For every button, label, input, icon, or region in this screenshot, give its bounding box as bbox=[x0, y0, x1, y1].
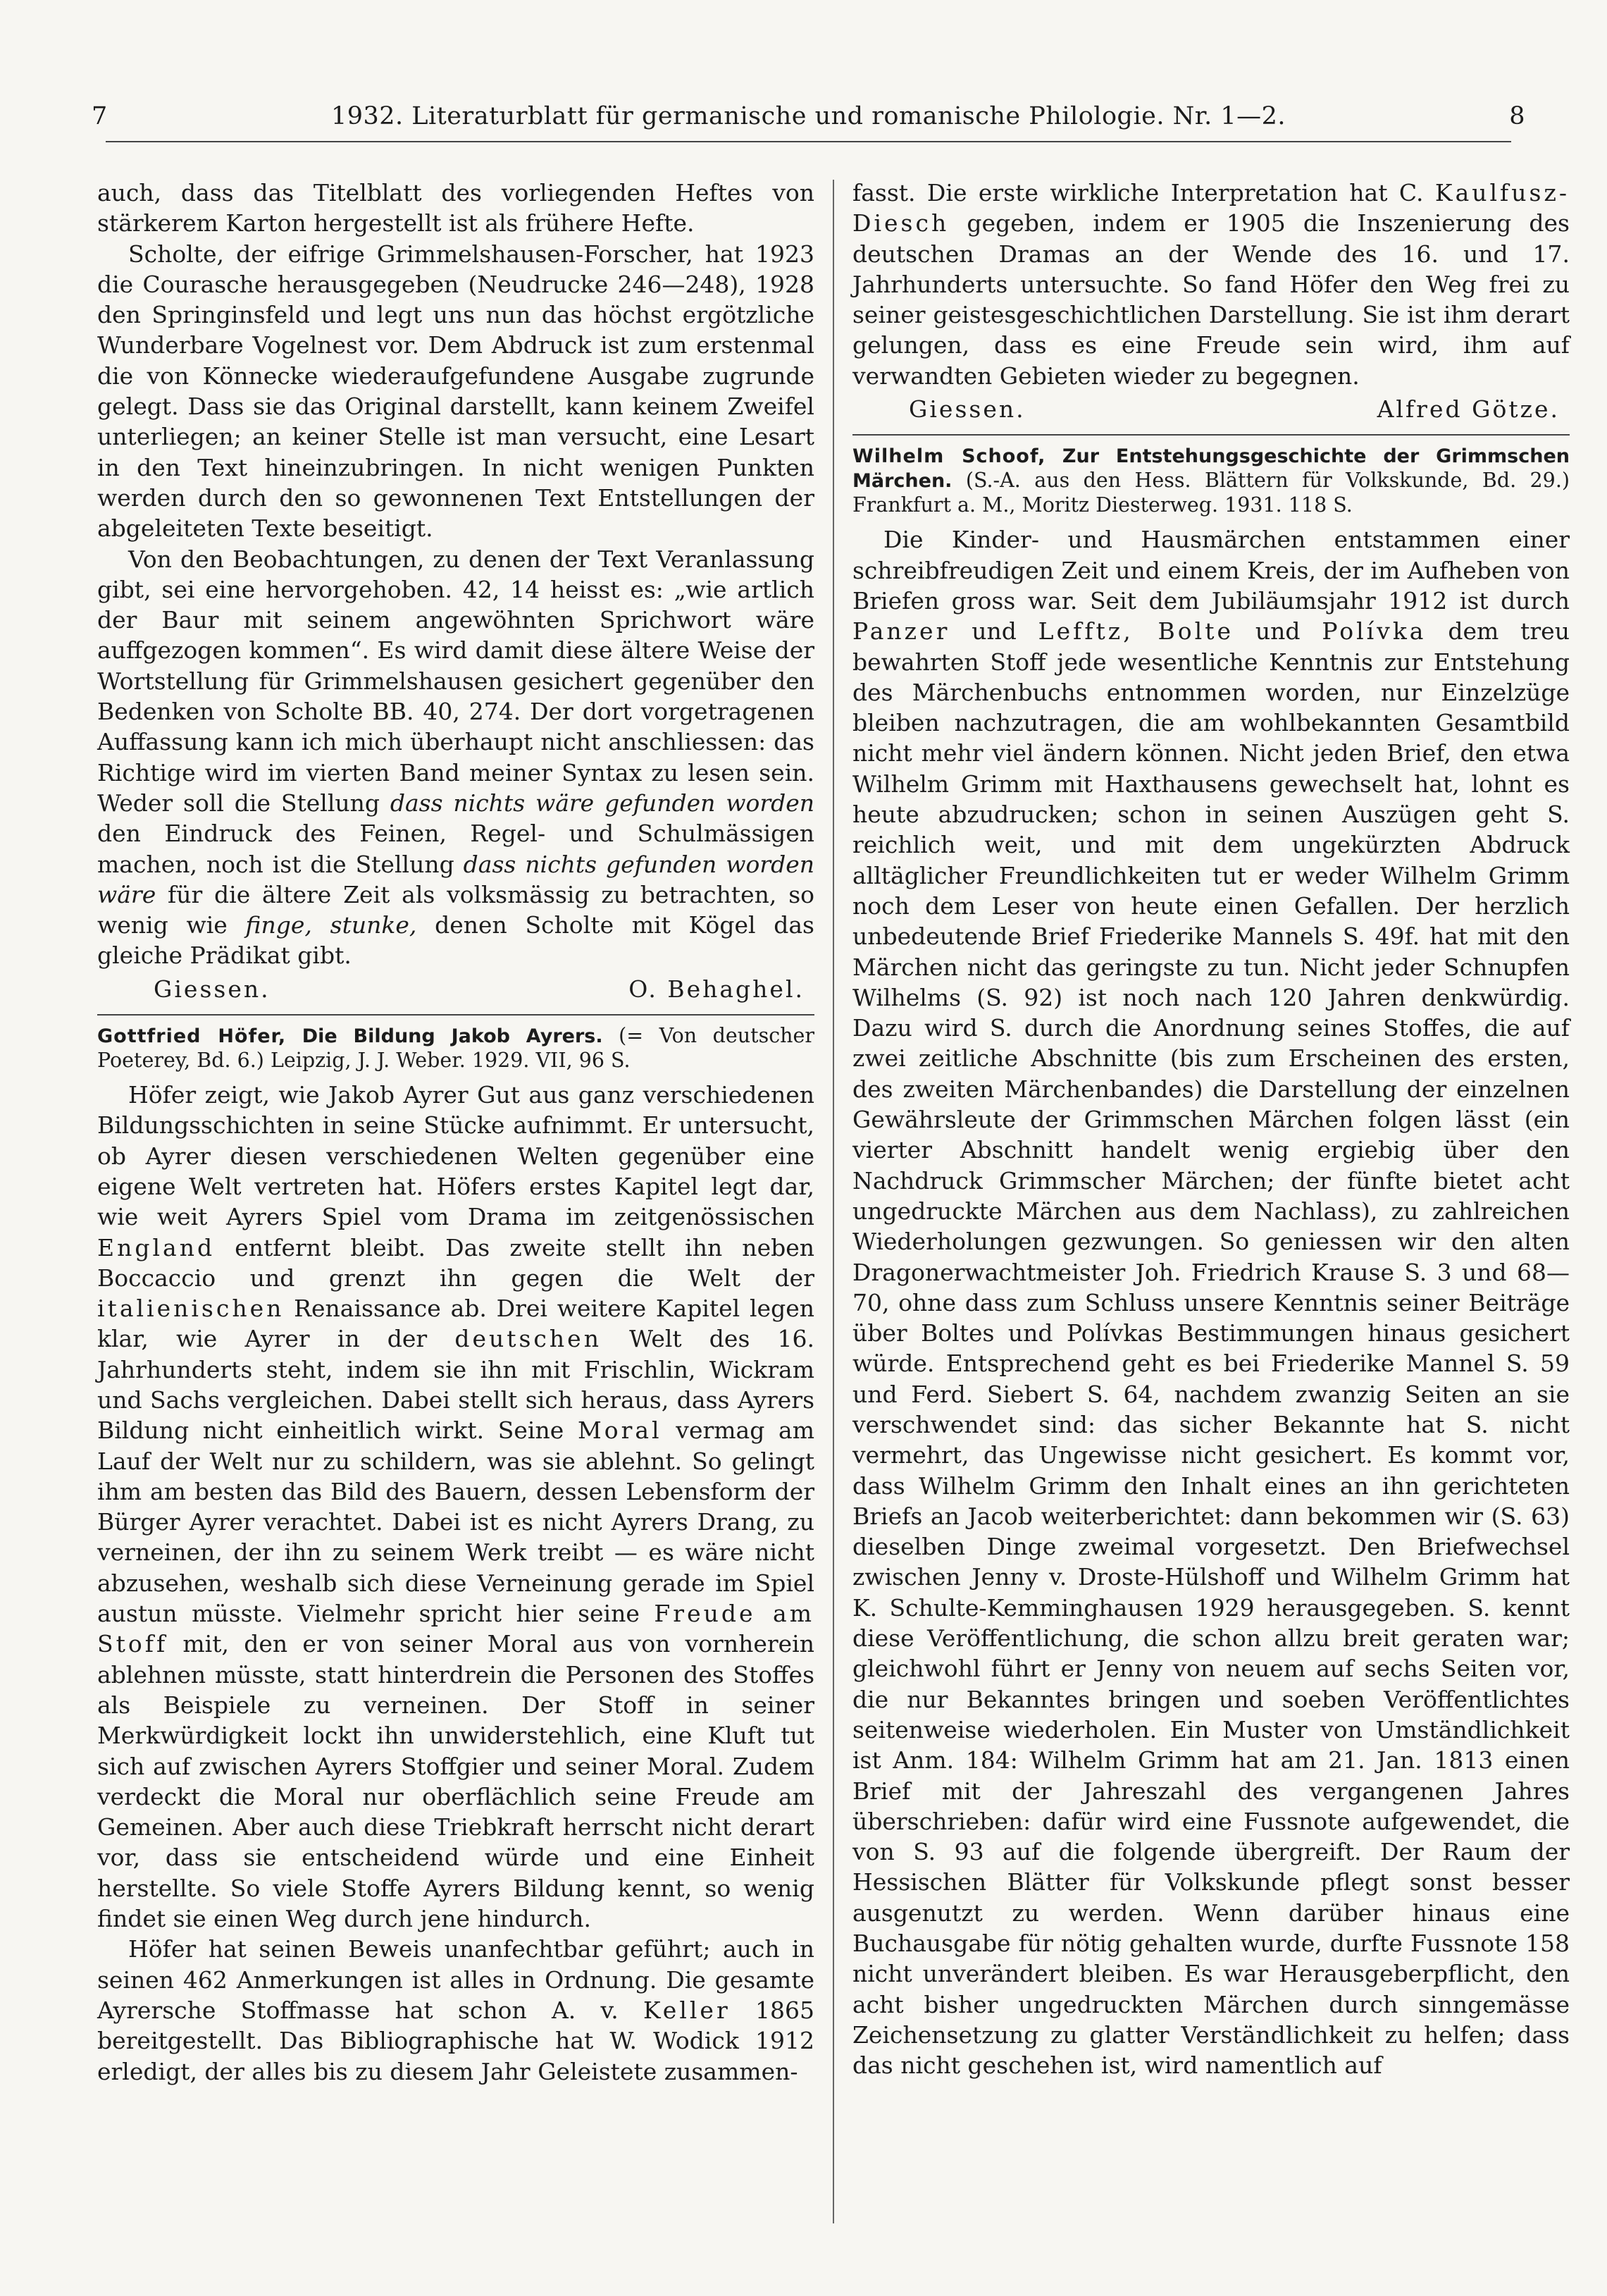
section-rule bbox=[97, 1014, 814, 1016]
entry-title: Zur Entstehungsgeschichte der Grimmschen Märchen. bbox=[852, 445, 1570, 493]
left-column bbox=[97, 178, 814, 2087]
bibliographic-entry bbox=[852, 444, 1570, 517]
paragraph: Höfer hat seinen Beweis unanfechtbar geführt; auch in seinen 462 Anmerkungen ist alles in Ordnung. Die gesamte Ayrersche Stoffmasse hat schon A. v. Keller 1865 bereitgestellt. Das Bibliographische hat W. Wodick 1912 erledigt, der alles bis zu diesem Jahr Geleistete zusammen- bbox=[97, 1935, 814, 2085]
signature-name: O. Behaghel. bbox=[628, 975, 805, 1003]
italic-quote: dass nichts wäre gefunden worden bbox=[390, 789, 814, 817]
section-rule bbox=[852, 434, 1570, 436]
entry-title: Die Bildung Jakob Ayrers. bbox=[302, 1025, 603, 1048]
paragraph: Scholte, der eifrige Grimmelshausen-Forscher, hat 1923 die Couraschе herausgegeben (Neudrucke 246—248), 1928 den Springinsfeld und legt uns nun das höchst ergötzliche Wunderbare Vogelnest vor. Dem Abdruck ist zum erstenmal die von Könnecke wiederaufgefundene Ausgabe zugrunde gelegt. Dass sie das Original darstellt, kann keinem Zweifel unterliegen; an keiner Stelle ist man versucht, eine Lesart in den Text hineinzubringen. In nicht wenigen Punkten werden durch den so gewonnenen Text Entstellungen der abgeleiteten Texte beseitigt. bbox=[97, 240, 814, 543]
paragraph: fasst. Die erste wirkliche Interpretation hat C. Kaulfusz-Diesch gegeben, indem er 1905 die Inszenierung des deutschen Dramas an der Wende des 16. und 17. Jahrhunderts untersuchte. So fand Höfer den Weg frei zu seiner geistesgeschichtlichen Darstellung. Sie ist ihm derart gelungen, dass es eine Freude sein wird, ihm auf verwandten Gebieten wieder zu begegnen. bbox=[852, 179, 1570, 390]
signature-place: Giessen. bbox=[154, 975, 271, 1003]
paragraph: Höfer zeigt, wie Jakob Ayrer Gut aus ganz verschiedenen Bildungsschichten in seine Stücke aufnimmt. Er untersucht, ob Ayrer diesen verschiedenen Welten gegenüber eine eigene Welt vertreten hat. Höfers erstes Kapitel legt dar, wie weit Ayrers Spiel vom Drama im zeitgenössischen England entfernt bleibt. Das zweite stellt ihn neben Boccaccio und grenzt ihn gegen die Welt der italienischen Renaissance ab. Drei weitere Kapitel legen klar, wie Ayrer in der deutschen Welt des 16. Jahrhunderts steht, indem sie ihn mit Frischlin, Wickram und Sachs vergleichen. Dabei stellt sich heraus, dass Ayrers Bildung nicht einheitlich wirkt. Seine Moral vermag am Lauf der Welt nur zu schildern, was sie ablehnt. So gelingt ihm am besten das Bild des Bauern, dessen Lebensform der Bürger Ayrer verachtet. Dabei ist es nicht Ayrers Drang, zu verneinen, der ihn zu seinem Werk treibt — es wäre nicht abzusehen, weshalb sich diese Verneinung gerade im Spiel austun müsste. Vielmehr spricht hier seine Freude am Stoff mit, den er von seiner Moral aus von vornherein ablehnen müsste, statt hinterdrein die Personen des Stoffes als Beispiele zu verneinen. Der Stoff in seiner Merkwürdigkeit lockt ihn unwiderstehlich, eine Kluft tut sich auf zwischen Ayrers Stoffgier und seiner Moral. Zudem verdeckt die Moral nur oberflächlich seine Freude am Gemeinen. Aber auch diese Triebkraft herrscht nicht derart vor, dass sie entscheidend würde und eine Einheit herstellte. So viele Stoffe Ayrers Bildung kennt, so wenig findet sie einen Weg durch jene hindurch. bbox=[97, 1081, 815, 1933]
header-rule bbox=[106, 141, 1511, 142]
signature-name: Alfred Götze. bbox=[1377, 395, 1560, 424]
paragraph: auch, dass das Titelblatt des vorliegenden Heftes von stärkerem Karton hergestellt ist als frühere Hefte. bbox=[97, 179, 814, 237]
entry-details: (S.-A. aus den Hess. Blättern für Volkskunde, Bd. 29.) Frankfurt a. M., Moritz Diesterweg. 1931. 118 S. bbox=[852, 469, 1570, 517]
page-number-right: 8 bbox=[1509, 102, 1525, 130]
bibliographic-entry bbox=[97, 1024, 814, 1073]
italic-quote: dass nichts gefunden worden wäre bbox=[97, 850, 814, 908]
journal-title: 1932. Literaturblatt für germanische und romanische Philologie. Nr. 1—2. bbox=[330, 102, 1286, 130]
review-signature bbox=[852, 394, 1570, 424]
entry-details: (= Von deutscher Poeterey, Bd. 6.) Leipzig, J. J. Weber. 1929. VII, 96 S. bbox=[97, 1024, 815, 1073]
page-header bbox=[92, 97, 1525, 135]
page-number-left: 7 bbox=[92, 102, 108, 130]
review-signature bbox=[97, 974, 814, 1004]
paragraph: Die Kinder- und Hausmärchen entstammen einer schreibfreudigen Zeit und einem Kreis, der im Aufheben von Briefen gross war. Seit dem Jubiläumsjahr 1912 ist durch Panzer und Lefftz, Bolte und Polívka dem treu bewahrten Stoff jede wesentliche Kenntnis zur Entstehung des Märchenbuchs entnommen worden, nur Einzelzüge bleiben nachzutragen, die am wohlbekannten Gesamtbild nicht mehr viel ändern können. Nicht jeden Brief, den etwa Wilhelm Grimm mit Haxthausens gewechselt hat, lohnt es heute abzudrucken; schon in seinen Auszügen geht S. reichlich weit, und mit dem ungekürzten Abdruck alltäglicher Freundlichkeiten tut er weder Wilhelm Grimm noch dem Leser von heute einen Gefallen. Der herzlich unbedeutende Brief Friederike Mannels S. 49f. hat mit den Märchen nicht das geringste zu tun. Nicht jeder Schnupfen Wilhelms (S. 92) ist noch nach 120 Jahren denkwürdig. Dazu wird S. durch die Anordnung seines Stoffes, die auf zwei zeitliche Abschnitte (bis zum Erscheinen des ersten, des zweiten Märchenbandes) die Darstellung der einzelnen Gewährsleute der Grimmschen Märchen folgen lässt (ein vierter Abschnitt handelt wenig ergiebig über den Nachdruck Grimmscher Märchen; der fünfte bietet acht ungedruckte Märchen aus dem Nachlass), zu zahlreichen Wiederholungen gezwungen. So geniessen wir den alten Dragonerwachtmeister Joh. Friedrich Krause S. 3 und 68—70, ohne dass zum Schluss unsere Kenntnis seiner Beiträge über Boltes und Polívkas Bestimmungen hinaus gesichert würde. Entsprechend geht es bei Friederike Mannel S. 59 und Ferd. Siebert S. 64, nachdem zwanzig Seiten an sie verschwendet sind: das sicher Bekannte hat S. nicht vermehrt, das Ungewisse nicht gesichert. Es kommt vor, dass Wilhelm Grimm den Inhalt eines an ihn gerichteten Briefs an Jacob weiterberichtet: dann bekommen wir (S. 63) dieselben Dinge zweimal vorgesetzt. Den Briefwechsel zwischen Jenny v. Droste-Hülshoff und Wilhelm Grimm hat K. Schulte-Kemminghausen 1929 herausgegeben. S. kennt diese Veröffentlichung, die schon allzu breit geraten war; gleichwohl führt er Jenny von neuem auf sechs Seiten vor, die nur Bekanntes bringen und soeben Veröffentlichtes seitenweise wiederholen. Ein Muster von Umständlichkeit ist Anm. 184: Wilhelm Grimm hat am 21. Jan. 1813 einen Brief mit der Jahreszahl des vergangenen Jahres überschrieben: dafür wird eine Fussnote aufgewendet, die von S. 93 auf die folgende übergreift. Der Raum der Hessischen Blätter für Volkskunde pflegt sonst besser ausgenutzt zu werden. Wenn darüber hinaus eine Buchausgabe für nötig gehalten wurde, durfte Fussnote 158 nicht unverändert bleiben. Es war Herausgeberpflicht, den acht bisher ungedruckten Märchen durch sinngemässe Zeichensetzung zu glatter Verständlichkeit zu helfen; dass das nicht geschehen ist, wird namentlich auf bbox=[852, 526, 1570, 2080]
right-column bbox=[852, 178, 1570, 2081]
signature-place: Giessen. bbox=[909, 395, 1026, 424]
entry-author: Wilhelm Schoof, bbox=[852, 445, 1046, 468]
entry-author: Gottfried Höfer, bbox=[97, 1025, 287, 1048]
italic-quote: finge, stunke, bbox=[245, 911, 417, 939]
paragraph: Von den Beobachtungen, zu denen der Text Veranlassung gibt, sei eine hervorgehoben. 42, 14 heisst es: „wie artlich der Baur mit seinem angewöhnten Sprichwort wäre auffgezogen kommen“. Es wird damit diese ältere Weise der Wortstellung für Grimmelshausen gesichert gegenüber den Bedenken von Scholte BB. 40, 274. Der dort vorgetragenen Auffassung kann ich mich überhaupt nicht anschliessen: das Richtige wird im vierten Band meiner Syntax zu lesen sein. Weder soll die Stellung dass nichts wäre gefunden worden den Eindruck des Feinen, Regel- und Schulmässigen machen, noch ist die Stellung dass nichts gefunden worden wäre für die ältere Zeit als volksmässig zu betrachten, so wenig wie finge, stunke, denen Scholte mit Kögel das gleiche Prädikat gibt. bbox=[97, 545, 814, 970]
column-divider bbox=[833, 180, 834, 2223]
